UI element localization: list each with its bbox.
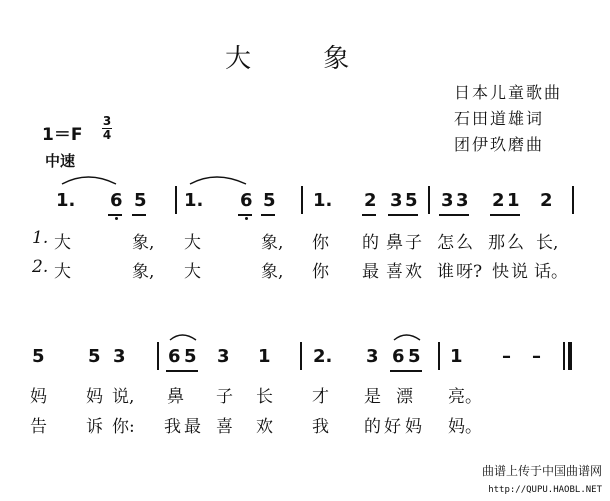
note: 1 [258,346,271,367]
lyric: 怎 [437,233,454,253]
lyric: 欢 [405,262,422,282]
lyric: 的 [364,417,381,437]
lyric: 呀? [456,262,483,282]
lyric: 快 [492,262,509,282]
lyric: 说, [112,387,135,407]
lyric: 妈 [405,417,422,437]
lyric: 我 [164,417,181,437]
lyric: 么 [456,233,473,253]
tie-arc [170,335,196,340]
lyric: 鼻 [386,233,403,253]
note: 5 [134,190,147,211]
lyric: 亮。 [448,387,482,407]
note: 2 [492,190,505,211]
note: 3 [441,190,454,211]
lyric: 子 [405,233,422,253]
note: 3 [456,190,469,211]
tie-arc [394,335,420,340]
lyric: 大 [54,262,71,282]
watermark-url: http://QUPU.HAOBL.NET [488,485,602,495]
note: 3 [366,346,379,367]
verse-number: 1. [32,228,49,248]
lyric: 最 [184,417,201,437]
note: 1. [184,190,204,211]
lyric: 谁 [437,262,454,282]
lyric: 才 [312,387,329,407]
note: 3 [217,346,230,367]
note: 5 [408,346,421,367]
lyric: 说 [511,262,528,282]
lyric: 妈 [86,387,103,407]
lyric: 子 [216,387,233,407]
tie-arc [62,177,116,184]
lyric: 长 [256,387,273,407]
lyric: 大 [184,262,201,282]
note: 5 [405,190,418,211]
note: 2 [364,190,377,211]
tie-arc [190,177,246,184]
lyric: 我 [312,417,329,437]
note: 1 [507,190,520,211]
note: 5 [32,346,45,367]
lyric: 大 [54,233,71,253]
credit-composer: 团伊玖磨曲 [454,135,545,154]
note: 6 [240,190,253,211]
lyric: 妈。 [448,417,482,437]
note: 5 [263,190,276,211]
lyric: 长, [536,233,559,253]
lyric: 诉 [86,417,103,437]
lyric: 话。 [534,262,568,282]
note: 1. [56,190,76,211]
note: 5 [88,346,101,367]
note: 5 [184,346,197,367]
lyric: 喜 [216,417,233,437]
key-signature: 1＝F [42,125,83,145]
watermark-text: 曲谱上传于中国曲谱网 [481,464,602,478]
note: – [532,346,541,367]
lyric: 的 [362,233,379,253]
note: 6 [392,346,405,367]
lyric: 好 [384,417,401,437]
lyric: 象, [132,262,155,282]
lyric: 喜 [386,262,403,282]
time-signature: 3 4 [102,114,112,142]
lyric: 告 [30,417,47,437]
tempo-marking: 中速 [45,152,76,170]
lyric: 你: [112,417,135,437]
lyric: 你 [312,233,329,253]
note: – [502,346,511,367]
lyric: 你 [312,262,329,282]
lyric: 欢 [256,417,273,437]
lyric: 漂 [396,387,413,407]
lyric: 么 [507,233,524,253]
lyric: 象, [261,233,284,253]
lyric: 是 [364,387,381,407]
note: 6 [168,346,181,367]
note: 1. [313,190,333,211]
lyric: 象, [132,233,155,253]
credit-lyricist: 石田道雄词 [454,109,545,128]
song-title: 大 象 [225,44,382,74]
note: 3 [390,190,403,211]
note: 2 [540,190,553,211]
note: 3 [113,346,126,367]
note: 6 [110,190,123,211]
lyric: 鼻 [167,387,184,407]
lyric: 最 [362,262,379,282]
lyric: 象, [261,262,284,282]
credit-origin: 日本儿童歌曲 [454,83,563,102]
lyric: 大 [184,233,201,253]
note: 2. [313,346,333,367]
note: 1 [450,346,463,367]
lyric: 妈 [30,387,47,407]
verse-number: 2. [32,257,49,277]
lyric: 那 [488,233,505,253]
